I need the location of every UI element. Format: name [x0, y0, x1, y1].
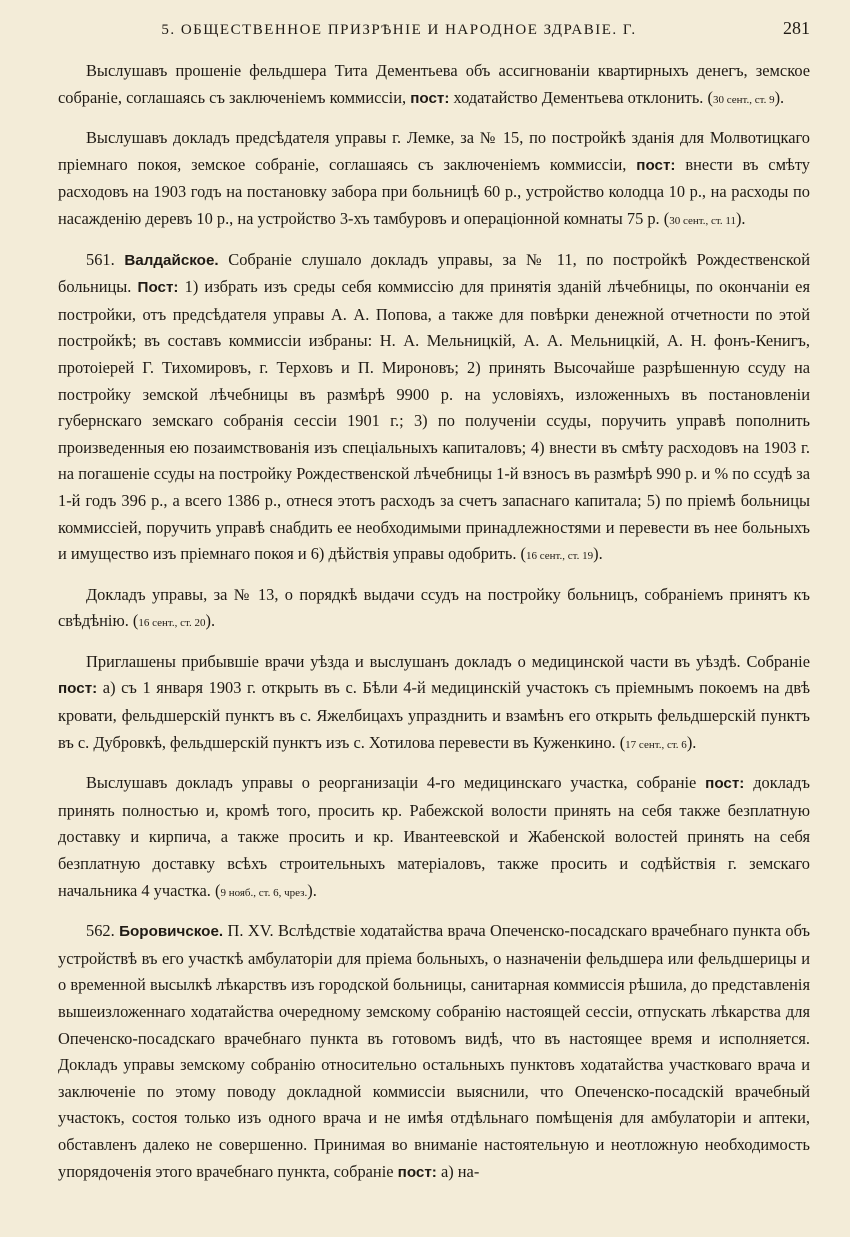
text-run: ).: [774, 87, 785, 107]
session-reference: 30 сент., ст. 11: [669, 214, 736, 227]
paragraph: [58, 582, 810, 637]
text-run: ).: [205, 611, 216, 631]
bold-term: пост:: [58, 680, 98, 698]
session-reference: 30 сент., ст. 9: [712, 93, 775, 106]
page: [58, 14, 810, 1227]
bold-term: пост:: [410, 89, 450, 107]
text-run: Приглашены прибывшіе врачи уѣзда и выслушанъ докладъ о медицинской части въ уѣздѣ. Собраніе: [86, 651, 810, 671]
bold-term: пост:: [705, 775, 745, 793]
text-run: внести въ смѣту расходовъ на 1903 годъ на постановку забора при больницѣ 60 р., устройство колодца 10 р., на расходы по насажденію деревъ 10 р., на устройство 3-хъ тамбуровъ и операціонной комнаты 75 р. (: [58, 154, 810, 228]
session-reference: 17 сент., ст. 6: [625, 738, 687, 751]
paragraph: [58, 770, 810, 906]
session-reference: 16 сент., ст. 20: [138, 617, 206, 630]
page-number: 281: [783, 18, 810, 38]
text-run: а) на-: [436, 1161, 480, 1181]
running-title: 5. ОБЩЕСТВЕННОЕ ПРИЗРѢНІЕ И НАРОДНОЕ ЗДРАВІЕ. Г.: [161, 22, 637, 38]
text-run: ).: [307, 880, 317, 900]
bold-term: Валдайское.: [124, 251, 219, 269]
text-run: докладъ принять полностью и, кромѣ того, просить кр. Рабежской волости принять на себя также безплатную доставку и кирпича, а также просить и кр. Ивантеевской и Жабенской волостей принять на себя безплатную доставку всѣхъ строительныхъ матеріаловъ, также просить и содѣйствія г. земскаго начальника 4 участка. (: [58, 773, 810, 900]
text-body: [58, 58, 810, 1186]
text-run: 562.: [86, 921, 120, 941]
session-reference: 16 сент., ст. 19: [526, 550, 594, 563]
text-run: Выслушавъ прошеніе фельдшера Тита Дементьева объ ассигнованіи квартирныхъ денегъ, земское собраніе, соглашаясь съ заключеніемъ коммиссіи,: [58, 61, 810, 107]
text-run: Выслушавъ докладъ предсѣдателя управы г. Лемке, за № 15, по постройкѣ зданія для Молвотицкаго пріемнаго покоя, земское собраніе, соглашаясь съ заключеніемъ коммиссіи,: [58, 128, 810, 174]
text-run: ходатайство Дементьева отклонить. (: [449, 87, 713, 107]
text-run: ).: [735, 208, 746, 228]
text-run: Собраніе слушало докладъ управы, за № 11, по постройкѣ Рождественской больницы.: [58, 249, 811, 297]
paragraph: [58, 125, 810, 234]
text-run: а) съ 1 января 1903 г. открыть въ с. Бѣли 4-й медицинскій участокъ съ пріемнымъ покоемъ на двѣ кровати, фельдшерскій пунктъ въ с. Яжелбицахъ упразднить и взамѣнъ его открыть фельдшерскій пунктъ въ с. Дубровкѣ, фельдшерскій пунктъ изъ с. Хотилова перевести въ Куженкино. (: [58, 678, 810, 752]
bold-term: пост:: [636, 156, 676, 174]
text-run: Выслушавъ докладъ управы о реорганизаціи 4-го медицинскаго участка, собраніе: [86, 773, 706, 793]
paragraph: [58, 58, 810, 113]
text-run: ).: [686, 732, 697, 752]
bold-term: пост:: [397, 1163, 437, 1181]
bold-term: Боровичское.: [119, 923, 224, 941]
paragraph: [58, 918, 810, 1186]
paragraph: [58, 247, 810, 570]
paragraph: [58, 649, 810, 758]
bold-term: Пост:: [137, 279, 179, 297]
text-run: 561.: [86, 249, 125, 269]
text-run: П. XV. Вслѣдствіе ходатайства врача Опеченско-посадскаго врачебнаго пункта объ устройствѣ въ его участкѣ амбулаторіи для пріема больныхъ, о назначеніи фельдшера или фельдшерицы и о временной высылкѣ лѣкарствъ изъ городской больницы, санитарная коммиссія рѣшила, до представленія вышеизложеннаго ходатайства очередному земскому собранію настоящей сессіи, отпускать лѣкарства для Опеченско-посадскаго врачебнаго пункта въ готовомъ видѣ, что въ настоящее время и исполняется. Докладъ управы земскому собранію относительно остальныхъ пунктовъ ходатайства участковаго врача и заключеніе по этому поводу докладной коммиссіи выяснили, что Опеченско-посадскій врачебный участокъ, состоя только изъ одного врача и не имѣя отдѣльнаго помѣщенія для амбулаторіи и аптеки, обставленъ далеко не совершенно. Принимая во вниманіе настоятельную и неотложную необходимость упорядоченія этого врачебнаго пункта, собраніе: [58, 921, 810, 1181]
text-run: 1) избрать изъ среды себя коммиссію для принятія зданій лѣчебницы, по окончаніи ея постройки, отъ предсѣдателя управы А. А. Попова, а также для повѣрки денежной отчетности по этой постройкѣ; въ составъ коммиссіи избраны: Н. А. Мельницкій, А. А. Мельницкій, А. Н. фонъ-Кенигъ, протоіерей Г. Тихомировъ, г. Терховъ и П. Мироновъ; 2) принять Высочайше разрѣшенную ссуду на постройку земской лѣчебницы въ размѣрѣ 9900 р. на условіяхъ, изложенныхъ въ постановленіи губернскаго земскаго собранія сессіи 1901 г.; 3) по полученіи ссуды, поручить управѣ пополнить произведенныя ею позаимствованія изъ спеціальныхъ капиталовъ; 4) внести въ смѣту расходовъ на 1903 г. на погашеніе ссуды на постройку Рождественской лѣчебницы 1-й взносъ въ размѣрѣ 990 р. и % по ссудѣ за 1-й годъ 396 р., а всего 1386 р., отнеся этотъ расходъ за счетъ запаснаго капитала; 5) по пріемѣ больницы коммиссіей, поручить управѣ снабдить ее необходимыми принадлежностями и перевести въ нее больныхъ и имущество изъ пріемнаго покоя и 6) дѣйствія управы одобрить. (: [58, 277, 810, 564]
session-reference: 9 нояб., ст. 6, чрез.: [220, 886, 308, 899]
text-run: Докладъ управы, за № 13, о порядкѣ выдачи ссудъ на постройку больницъ, собраніемъ принятъ къ свѣдѣнію. (: [58, 584, 810, 631]
text-run: ).: [593, 544, 603, 564]
page-header: [58, 14, 810, 48]
